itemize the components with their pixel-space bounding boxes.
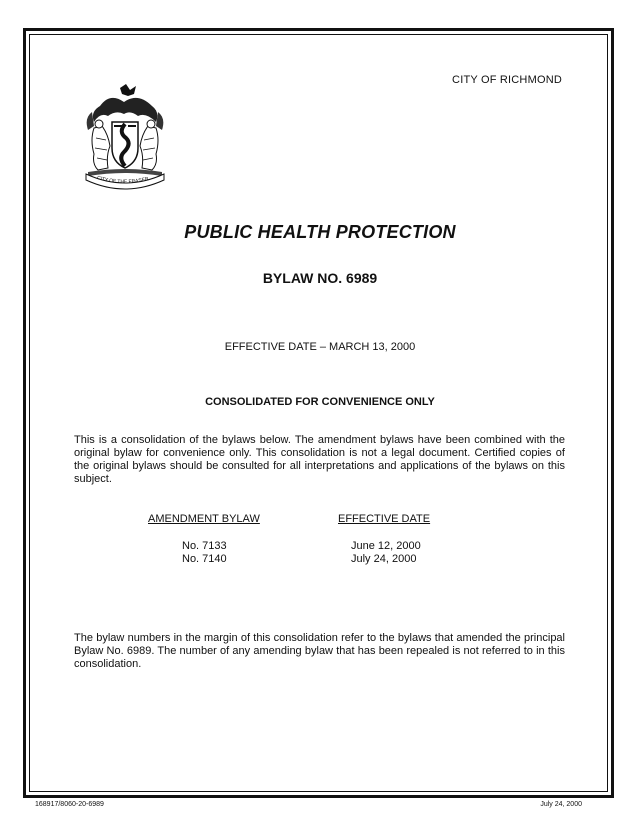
intro-paragraph: This is a consolidation of the bylaws below. The amendment bylaws have been combined with the original bylaw for convenience only. This consolidation is not a legal document. Certified copies of the original bylaws should be consulted for all interpretations and applications of the bylaws on this subject. (74, 434, 565, 485)
effective-date-cell: June 12, 2000 (351, 540, 421, 552)
footer-reference: 168917/8060-20-6989 (35, 801, 104, 808)
amendment-bylaw-header: AMENDMENT BYLAW (148, 513, 260, 525)
closing-paragraph: The bylaw numbers in the margin of this consolidation refer to the bylaws that amended the principal Bylaw No. 6989. The number of any amending bylaw that has been repealed is not referred to in this consolidation. (74, 632, 565, 670)
effective-date: EFFECTIVE DATE – MARCH 13, 2000 (224, 341, 416, 353)
document-title: PUBLIC HEALTH PROTECTION (184, 222, 456, 242)
effective-date-header: EFFECTIVE DATE (338, 513, 431, 525)
bylaw-number: BYLAW NO. 6989 (262, 270, 378, 286)
footer-date: July 24, 2000 (540, 801, 582, 808)
effective-date-column (338, 513, 458, 566)
city-crest-logo (80, 82, 170, 190)
amendment-bylaw-cell: No. 7133 (182, 540, 227, 552)
crest-motto: CITY OF THE FRASER (96, 175, 150, 186)
amendment-bylaw-cell: No. 7140 (182, 553, 227, 565)
city-name: CITY OF RICHMOND (452, 74, 562, 86)
amendment-bylaw-column (148, 513, 268, 566)
consolidated-notice: CONSOLIDATED FOR CONVENIENCE ONLY (205, 396, 435, 408)
effective-date-cell: July 24, 2000 (351, 553, 417, 565)
